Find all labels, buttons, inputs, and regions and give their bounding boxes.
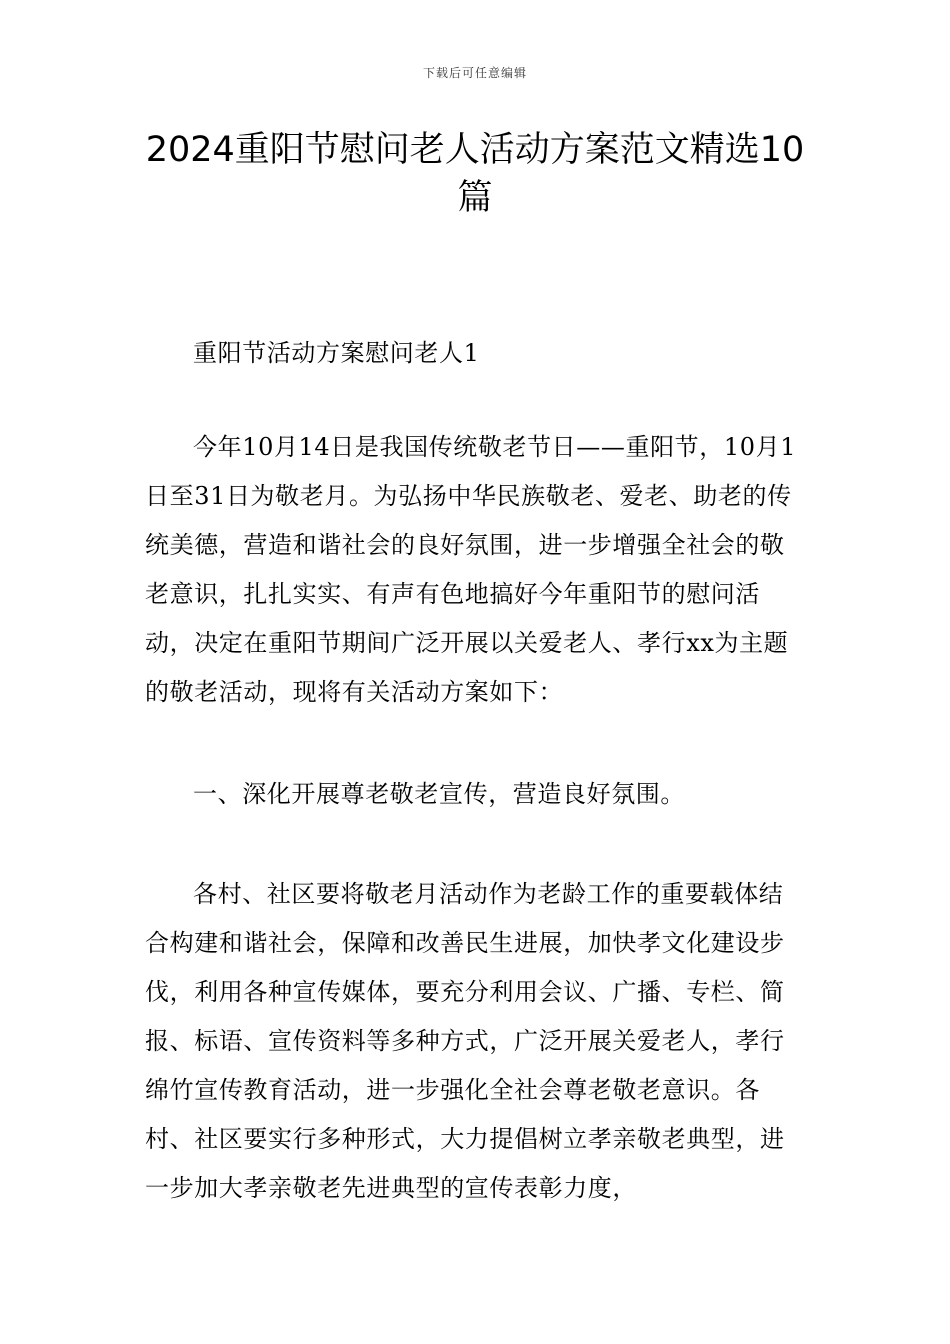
subheading-1 (145, 770, 807, 819)
document-title: 2024重阳节慰问老人活动方案范文精选10篇 (145, 130, 805, 218)
section-heading-text: 重阳节活动方案慰问老人1 (193, 339, 480, 367)
paragraph-2-text: 各村、社区要将敬老月活动作为老龄工作的重要载体结合构建和谐社会，保障和改善民生进展，加快孝文化建设步伐，利用各种宣传媒体，要充分利用会议、广播、专栏、简报、标语、宣传资料等多种方式，广泛开展关爱老人，孝行绵竹宣传教育活动，进一步强化全社会尊老敬老意识。各村、社区要实行多种形式，大力提倡树立孝亲敬老典型，进一步加大孝亲敬老先进典型的宣传表彰力度， (145, 880, 785, 1202)
paragraph-1-text: 今年10月14日是我国传统敬老节日——重阳节，10月1日至31日为敬老月。为弘扬中华民族敬老、爱老、助老的传统美德，营造和谐社会的良好氛围，进一步增强全社会的敬老意识，扎扎实实、有声有色地搞好今年重阳节的慰问活动，决定在重阳节期间广泛开展以关爱老人、孝行xx为主题的敬老活动，现将有关活动方案如下： (145, 433, 797, 706)
paragraph-1 (145, 423, 807, 717)
subheading-1-text: 一、深化开展尊老敬老宣传，营造良好氛围。 (193, 780, 685, 808)
section-heading (145, 329, 807, 378)
paragraph-2 (145, 870, 807, 1213)
header-note: 下载后可任意编辑 (422, 66, 527, 80)
